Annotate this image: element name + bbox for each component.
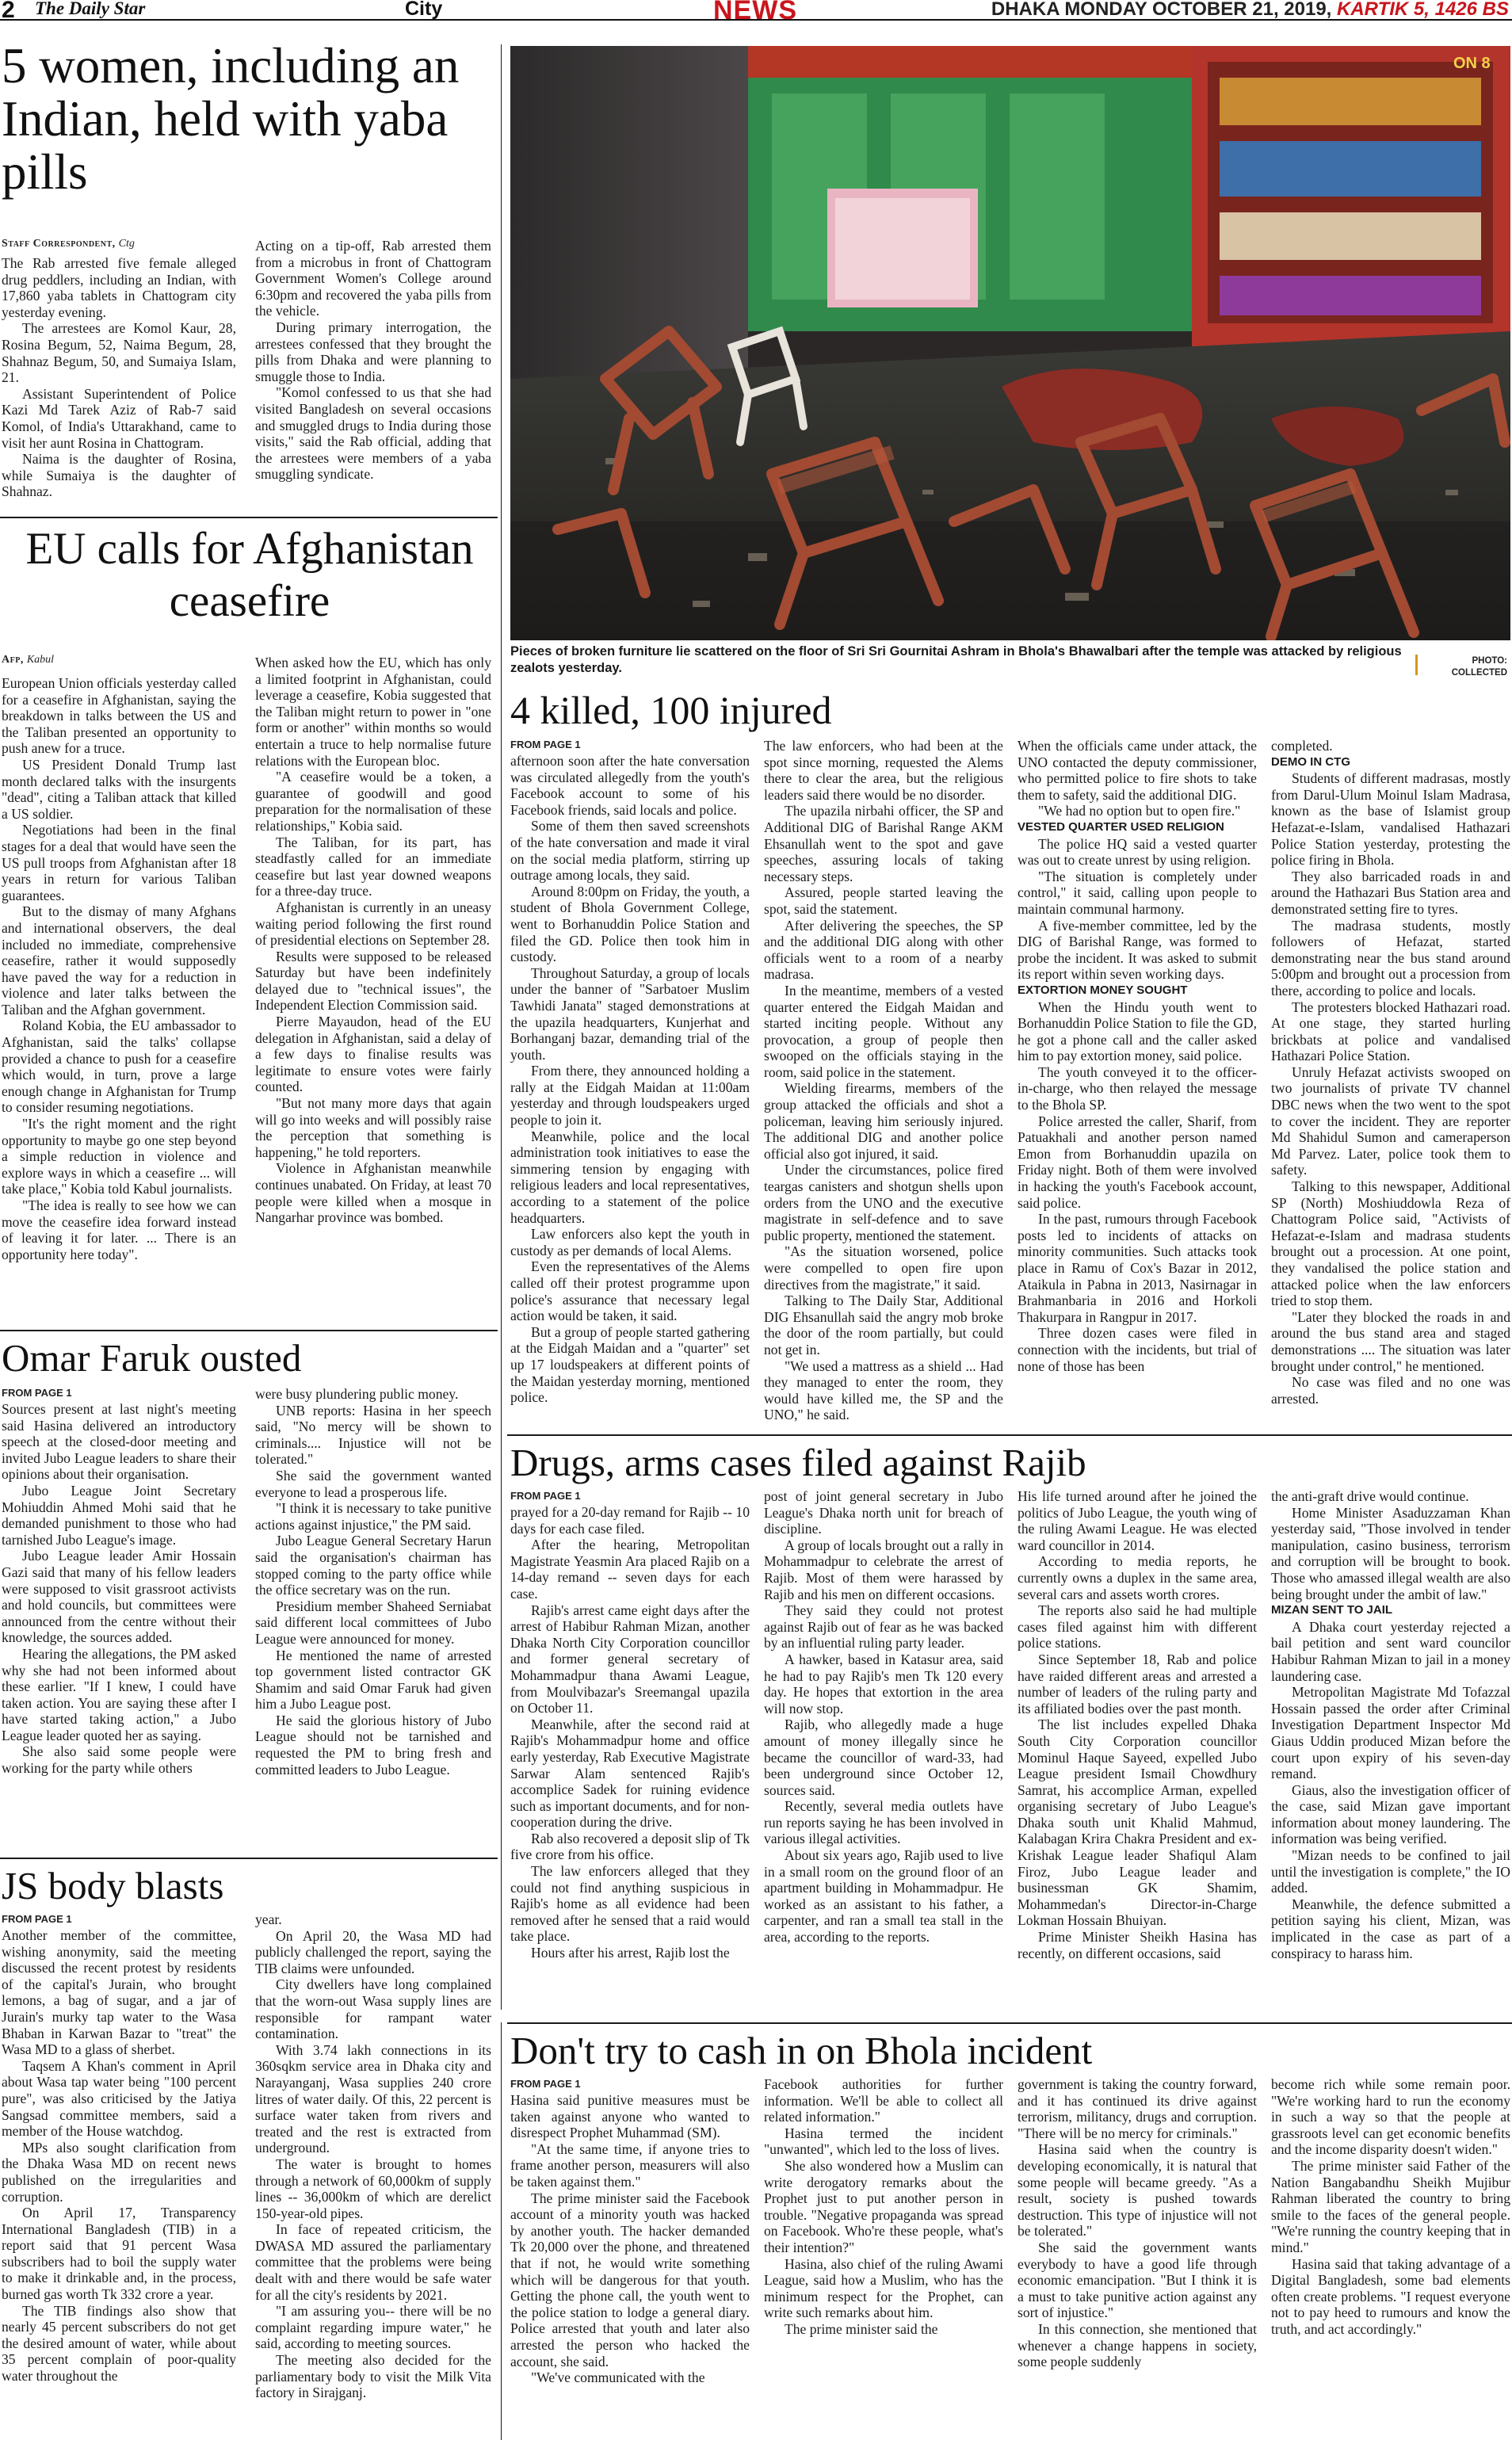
paragraph: The meeting also decided for the parliamentary body to visit the Milk Vita factory in Sirajganj. — [255, 2352, 491, 2401]
byline-yaba: Staff Correspondent, Ctg — [2, 238, 135, 250]
paragraph: prayed for a 20-day remand for Rajib -- 10 days for each case filed. — [510, 1504, 750, 1537]
paragraph: Jubo League Joint Secretary Mohiuddin Ahmed Mohi said that he demanded punishment to those who had tarnished Jubo League's image. — [2, 1482, 236, 1548]
paragraph: The upazila nirbahi officer, the SP and Additional DIG of Barishal Range AKM Ehsanullah went to the spot and gave speeches, assuring locals of taking necessary steps. — [764, 803, 1003, 884]
paragraph: "We've communicated with the — [531, 2369, 705, 2386]
column-rule — [501, 44, 502, 2010]
paragraph: Hasina said punitive measures must be taken against anyone who wanted to disrespect Prophet Muhammad (SM). — [510, 2092, 750, 2141]
column-yaba-2 — [255, 238, 491, 514]
paragraph: On April 17, Transparency International Bangladesh (TIB) in a report said that 91 percent Wasa subscribers had to boil the supply water to make it drinkable and, in the process, burned gas worth Tk 332 crore a year. — [2, 2205, 236, 2303]
paragraph: US President Donald Trump last month declared talks with the insurgents "dead", citing a Taliban attack that killed a US soldier. — [2, 756, 236, 822]
paragraph: His life turned around after he joined the politics of Jubo League, the youth wing of the ruling Awami League. He was elected ward councillor in 2014. — [1018, 1488, 1257, 1553]
paragraph: A hawker, based in Katasur area, said he had to pay Rajib's men Tk 120 every day. He hopes that extortion in the area will now stop. — [764, 1651, 1003, 1716]
column-cash-1 — [510, 2092, 750, 2439]
column-bhola-1 — [510, 753, 750, 1428]
paragraph: He mentioned the name of arrested top government listed contractor GK Shamim and said Omar Faruk had given him a Jubo League post. — [255, 1647, 491, 1713]
headline-omar-faruk: Omar Faruk ousted — [2, 1336, 302, 1380]
paragraph: Pierre Mayaudon, head of the EU delegation in Afghanistan, said a delay of a few days to finalise results was legitimate to ensure votes were fairly counted. — [255, 1014, 491, 1095]
column-omar-1 — [2, 1401, 236, 1853]
paragraph: No case was filed and no one was arrested. — [1271, 1374, 1510, 1407]
paragraph: Throughout Saturday, a group of locals under the banner of "Sarbatoer Muslim Tawhidi Janata" staged demonstrations at the upazila headquarters, Kunjerhat and Borhanganj bazar, demanding trial of the youth. — [510, 964, 750, 1063]
paragraph: In this connection, she mentioned that whenever a change happens in society, some people suddenly — [1018, 2320, 1257, 2370]
credit-accent — [1415, 655, 1418, 675]
column-cash-2 — [764, 2076, 1003, 2439]
paragraph: In the meantime, members of a vested quarter entered the Eidgah Maidan and started inciting people. Without any provocation, a group of people then swooped on the officials staying in the room, said police in the statement. — [764, 982, 1003, 1080]
column-cash-3 — [1018, 2076, 1257, 2439]
paragraph: She also wondered how a Muslim can write derogatory remarks about the Prophet just to put another person in trouble. "Negative propaganda was spread on Facebook. Who're these people, what's their intention?" — [764, 2157, 1003, 2255]
paragraph: Assistant Superintendent of Police Kazi Md Tarek Aziz of Rab-7 said Komol, of India's Uttarakhand, came to visit her aunt Rosina in Chattogram. — [2, 385, 236, 451]
column-rajib-4 — [1271, 1488, 1510, 2018]
paragraph: During primary interrogation, the arrestees confessed that they brought the pills from Dhaka and were planning to smuggle those to India. — [255, 319, 491, 384]
paragraph: "A ceasefire would be a token, a guarantee of goodwill and good preparation for the normalisation of these relationships," Kobia said. — [255, 769, 491, 834]
from-page-label: FROM PAGE 1 — [510, 739, 581, 750]
paragraph: The arrestees are Komol Kaur, 28, Rosina Begum, 52, Naima Begum, 28, Shahnaz Begum, 50, and Sumaiya Islam, 21. — [2, 320, 236, 386]
paragraph: "I think it is necessary to take punitive actions against injustice," the PM said. — [255, 1500, 491, 1533]
paragraph: Talking to The Daily Star, Additional DIG Ehsanullah said the angry mob broke the door of the room partially, but could not get in. — [764, 1293, 1003, 1357]
paragraph: Unruly Hefazat activists swooped on two journalists of private TV channel DBC news when the two went to the spot to cover the incident. They are reporter Md Shahidul Sumon and cameraperson Md Parvez. Later, police took them to safety. — [1271, 1063, 1510, 1178]
paragraph: MPs also sought clarification from the Dhaka Wasa MD on recent news published on the irregularities and corruption. — [2, 2139, 236, 2205]
paragraph: "But not many more days that again will go into weeks and will possibly raise the perception that something is happening," he told reporters. — [255, 1095, 491, 1160]
headline-js-body: JS body blasts — [2, 1864, 224, 1907]
paragraph: On April 20, the Wasa MD had publicly challenged the report, saying the TIB claims were unfounded. — [255, 1927, 491, 1976]
paragraph: She said the government wants everybody to have a good life through economic emancipation. "But I think it is a must to take punitive action against any sort of injustice." — [1018, 2239, 1257, 2321]
column-omar-2 — [255, 1386, 491, 1853]
paragraph: completed. — [1271, 738, 1333, 754]
paragraph: After the hearing, Metropolitan Magistrate Yeasmin Ara placed Rajib on a 14-day remand -- seven days for each case. — [510, 1537, 750, 1602]
divider — [0, 1330, 498, 1331]
paragraph: Home Minister Asaduzzaman Khan yesterday said, "Those involved in tender manipulation, casino business, terrorism and corruption will be brought to book. Those who amassed illegal wealth are also being brought under the ambit of law." — [1271, 1504, 1510, 1602]
column-bhola-3 — [1018, 738, 1257, 1428]
paragraph: government is taking the country forward, and it has continued its drive against terrorism, militancy, drugs and corruption. "There will be no mercy for criminals." — [1018, 2076, 1257, 2141]
paragraph: the anti-graft drive would continue. — [1271, 1488, 1469, 1504]
headline-bhola-killed: 4 killed, 100 injured — [510, 688, 832, 732]
headline-bhola-cash-in: Don't try to cash in on Bhola incident — [510, 2029, 1093, 2072]
from-page-label: FROM PAGE 1 — [510, 2078, 581, 2090]
paragraph: Taqsem A Khan's comment in April about Wasa tap water being "100 percent pure", was also criticised by the Jatiya Sangsad committee members, said a member of the House watchdog. — [2, 2057, 236, 2140]
photo-credit: PHOTO: COLLECTED — [1451, 656, 1507, 678]
column-yaba-1 — [2, 255, 236, 514]
paragraph: The TIB findings also show that nearly 45 percent subscribers do not get the desired amount of water, while about 35 percent complain of poor-quality water throughout the — [2, 2302, 236, 2385]
paragraph: From there, they announced holding a rally at the Eidgah Maidan at 11:00am yesterday and through loudspeakers urged people to join it. — [510, 1063, 750, 1128]
paragraph: The list includes expelled Dhaka South City Corporation councillor Mominul Haque Sayeed, expelled Jubo League president Ismail Chowdhury Samrat, his accomplice Arman, expelled organising secretary of Jubo League's Dhaka south unit Khalid Mahmud, Kalabagan Krira Chakra President and ex-Krishak League leader Shafiqul Alam Firoz, Jubo League leader and businessman GK Shamim, Mohammedan's Director-in-Charge Lokman Hossain Bhuiyan. — [1018, 1716, 1257, 1929]
subhead: DEMO IN CTG — [1271, 754, 1350, 769]
paragraph: Since September 18, Rab and police have raided different areas and arrested a number of leaders of the ruling party and its affiliated bodies over the past month. — [1018, 1651, 1257, 1716]
paragraph: A group of locals brought out a rally in Mohammadpur to celebrate the arrest of Rajib. Most of them were harassed by Rajib and his men on different occasions. — [764, 1537, 1003, 1602]
paragraph: With 3.74 lakh connections in its 360sqkm service area in Dhaka city and Narayanganj, Wasa supplies 240 crore litres of water daily. Of this, 22 percent is surface water taken from rivers and treated and the rest is extracted from underground. — [255, 2041, 491, 2156]
paragraph: According to media reports, he currently owns a duplex in the same area, several cars and assets worth crores. — [1018, 1553, 1257, 1602]
paragraph: Around 8:00pm on Friday, the youth, a student of Bhola Government College, went to Borhanuddin Police Station and filed the GD. Police then took him in custody. — [510, 883, 750, 965]
paragraph: Another member of the committee, wishing anonymity, said the meeting discussed the recent protest by residents of the capital's Jurain, who brought lemons, a bag of sugar, and a jar of Jurain's murky tap water to the Wasa Bhaban in Karwan Bazar to "treat" the Wasa MD to a glass of sherbet. — [2, 1927, 236, 2058]
paragraph: Acting on a tip-off, Rab arrested them from a microbus in front of Chattogram Government Women's College around 6:30pm and recovered the yaba pills from the vehicle. — [255, 238, 491, 319]
paragraph: "Mizan needs to be confined to jail until the investigation is complete," the IO added. — [1271, 1847, 1510, 1896]
column-bhola-2 — [764, 738, 1003, 1428]
headline-yaba: 5 women, including an Indian, held with yaba pills — [2, 38, 460, 200]
paragraph: were busy plundering public money. — [255, 1386, 459, 1402]
paragraph: "Komol confessed to us that she had visited Bangladesh on several occasions and smuggled drugs to India during those visits," said the Rab official, adding that the arrestees were members of a yaba smuggling syndicate. — [255, 384, 491, 483]
paragraph: Hearing the allegations, the PM asked why she had not been informed about these earlier. "If I knew, I could have taken action. You are saying these after I have started taking action," a Jubo League leader quoted her as saying. — [2, 1645, 236, 1743]
paragraph: Hasina termed the incident "unwanted", which led to the loss of lives. — [764, 2125, 1003, 2158]
paragraph: Law enforcers also kept the youth in custody as per demands of local Alems. — [510, 1226, 750, 1258]
paragraph: Facebook authorities for further information. We'll be able to collect all related information." — [764, 2076, 1003, 2125]
paragraph: Under the circumstances, police fired teargas canisters and shotgun shells upon orders from the UNO and the executive magistrate in self-defence and to save public property, mentioned the statement. — [764, 1162, 1003, 1243]
divider — [507, 1434, 1512, 1436]
paragraph: When asked how the EU, which has only a limited footprint in Afghanistan, could leverage a ceasefire, Kobia suggested that the Taliban might return to power in "one form or another" within months so would entertain a truce to help normalise future relations with the European bloc. — [255, 655, 491, 769]
paragraph: UNB reports: Hasina in her speech said, "No mercy will be shown to criminals.... Injustice will not be tolerated." — [255, 1402, 491, 1468]
paragraph: Meanwhile, the defence submitted a petition saying his client, Mizan, was implicated in the case as part of a conspiracy to harass him. — [1271, 1896, 1510, 1961]
column-rule — [501, 2022, 502, 2440]
column-bhola-4 — [1271, 738, 1510, 1428]
paragraph: They also barricaded roads in and around the Hathazari Bus Station area and demonstrated setting fire to tyres. — [1271, 868, 1510, 917]
paragraph: Police arrested the caller, Sharif, from Patuakhali and another person named Emon from Borhanuddin upazila on Friday night. Both of them were involved in hacking the youth's Facebook account, said police. — [1018, 1113, 1257, 1211]
paragraph: "As the situation worsened, police were compelled to open fire upon directives from the magistrate," it said. — [764, 1243, 1003, 1293]
paragraph: Hours after his arrest, Rajib lost the — [531, 1945, 730, 1961]
paragraph: "The situation is completely under control," it said, calling upon people to maintain communal harmony. — [1018, 868, 1257, 917]
divider — [0, 517, 498, 518]
paragraph: "It's the right moment and the right opportunity to maybe go one step beyond a simple reduction in violence and explore ways in which a ceasefire ... will take place," Kobia told Kabul journalists. — [2, 1116, 236, 1197]
paragraph: Some of them then saved screenshots of the hate conversation and made it viral on the social media platform, stirring up outrage among locals, they said. — [510, 818, 750, 884]
column-cash-4 — [1271, 2076, 1510, 2439]
paragraph: Wielding firearms, members of the group attacked the officials and shot a policeman, leaving him seriously injured. The additional DIG and another police official also got injured, it said. — [764, 1080, 1003, 1162]
paragraph: The madrasa students, mostly followers of Hefazat, started demonstrating near the bus stand around 5:00pm and brought out a procession from there, according to police and locals. — [1271, 917, 1510, 999]
paragraph: Meanwhile, police and the local administration took initiatives to ease the simmering tension by engaging with religious leaders and local representatives, according to a statement of the police headquarters. — [510, 1128, 750, 1226]
paragraph: City dwellers have long complained that the worn-out Wasa supply lines are responsible for rampant water contamination. — [255, 1976, 491, 2042]
news-label: NEWS — [713, 0, 797, 25]
paragraph: The youth conveyed it to the officer-in-charge, who then relayed the message to the Bhola SP. — [1018, 1063, 1257, 1113]
paragraph: Jubo League leader Amir Hossain Gazi said that many of his fellow leaders were supposed to visit grassroot activists and hold councils, but committees were announced from the centre without their knowledge, the sources added. — [2, 1548, 236, 1646]
divider — [507, 2022, 1512, 2024]
paragraph: When the Hindu youth went to Borhanuddin Police Station to file the GD, he got a phone call and the caller asked him to pay extortion money, said police. — [1018, 999, 1257, 1064]
divider — [0, 1858, 498, 1859]
paragraph: "At the same time, if anyone tries to frame another person, measurers will also be taken against them." — [510, 2140, 750, 2190]
paragraph: Hasina, also chief of the ruling Awami League, said how a Muslim, who has the minimum respect for the Prophet, can write such remarks about him. — [764, 2255, 1003, 2321]
paragraph: The water is brought to homes through a network of 60,000km of supply lines -- 36,000km of which are derelict 150-year-old pipes. — [255, 2156, 491, 2221]
paragraph: Hasina said when the country is developing economically, it is natural that some people will became greedy. "As a result, society is pushed towards destruction. This type of injustice will not be tolerated." — [1018, 2141, 1257, 2240]
ashram-photo-illustration — [510, 46, 1510, 640]
paragraph: Results were supposed to be released Saturday but have been indefinitely delayed due to "technical issues", the Independent Election Commission said. — [255, 948, 491, 1014]
paragraph: The protesters blocked Hathazari road. At one stage, they started hurling brickbats at police and vandalised Hathazari Police Station. — [1271, 999, 1510, 1064]
paragraph: Meanwhile, after the second raid at Rajib's Mohammadpur home and office early yesterday, Rab Executive Magistrate Sarwar Alam sentenced Rajib's accomplice Sadek for ruining evidence such as important documents, and for non-cooperation during the drive. — [510, 1716, 750, 1831]
column-rajib-3 — [1018, 1488, 1257, 2018]
subhead: MIZAN SENT TO JAIL — [1271, 1603, 1393, 1617]
paragraph: "I am assuring you-- there will be no complaint regarding impure water," he said, according to meeting sources. — [255, 2303, 491, 2352]
paragraph: Presidium member Shaheed Serniabat said different local committees of Jubo League were announced for money. — [255, 1598, 491, 1647]
byline-eu: Afp, Kabul — [2, 654, 55, 666]
paragraph: Talking to this newspaper, Additional SP (North) Moshiuddowla Reza of Chattogram Police said, "Activists of Hefazat-e-Islam and madrasa students brought out a procession. At one point, they vandalised the police station and attacked police when the law enforcers tried to stop them. — [1271, 1178, 1510, 1309]
paragraph: The prime minister said the — [785, 2320, 938, 2337]
photo-caption: Pieces of broken furniture lie scattered on the floor of Sri Sri Gournitai Ashram in Bhola's Bhawalbari after the temple was attacked by religious zealots yesterday. — [510, 644, 1402, 675]
subhead: EXTORTION MONEY SOUGHT — [1018, 983, 1188, 997]
paragraph: About six years ago, Rajib used to live in a small room on the ground floor of an apartment building in Mohammadpur. He worked as an assistant to his father, a carpenter, and ran a small tea stall in the area, according to the reports. — [764, 1847, 1003, 1946]
column-eu-2 — [255, 655, 491, 1325]
paragraph: become rich while some remain poor. "We're working hard to run the economy in such a way so that the people at grassroots level can get economic benefits and the income disparity doesn't widen." — [1271, 2076, 1510, 2158]
from-page-label: FROM PAGE 1 — [2, 1913, 72, 1925]
subhead: VESTED QUARTER USED RELIGION — [1018, 819, 1224, 834]
column-js-2 — [255, 1911, 491, 2439]
column-eu-1 — [2, 675, 236, 1325]
paragraph: The law enforcers, who had been at the spot since morning, requested the Alems there to clear the area, but the religious leaders said there would be no disorder. — [764, 738, 1003, 803]
paragraph: But to the dismay of many Afghans and international observers, the deal included no immediate, comprehensive ceasefire, rather it would supposedly have paved the way for a reduction in violence and later talks between the Taliban and the Afghan government. — [2, 903, 236, 1018]
paragraph: A Dhaka court yesterday rejected a bail petition and sent ward councilor Habibur Rahman Mizan to jail in a money laundering case. — [1271, 1618, 1510, 1684]
dateline: DHAKA MONDAY OCTOBER 21, 2019, KARTIK 5, 1426 BS — [991, 0, 1509, 20]
page-header-bar — [0, 0, 1512, 25]
paragraph: They said they could not protest against Rajib out of fear as he was backed by an influential ruling party leader. — [764, 1602, 1003, 1651]
paragraph: Rajib, who allegedly made a huge amount of money illegally since he became the councillor of ward-33, had been underground since October 12, sources said. — [764, 1716, 1003, 1798]
section-label: City — [405, 0, 443, 20]
paragraph: Hasina said that taking advantage of a Digital Bangladesh, some bad elements often create problems. "I request everyone not to pay heed to rumours and know the truth, and act accordingly." — [1271, 2255, 1510, 2337]
paragraph: The prime minister said the Facebook account of a minority youth was hacked by another youth. The hacker demanded Tk 20,000 over the phone, and threatened that if not, he would write something which will be dangerous for that youth. Getting the phone call, the youth went to the police station to lodge a general diary. Police arrested that youth and later also arrested the person who hacked the account, she said. — [510, 2190, 750, 2369]
paragraph: The reports also said he had multiple cases filed against him with different police stations. — [1018, 1602, 1257, 1651]
paragraph: Naima is the daughter of Rosina, while Sumaiya is the daughter of Shahnaz. — [2, 451, 236, 500]
paragraph: Three dozen cases were filed in connection with the incidents, but trial of none of those has been — [1018, 1325, 1257, 1374]
paragraph: afternoon soon after the hate conversation was circulated allegedly from the youth's Facebook account to some of his Facebook friends, said locals and police. — [510, 753, 750, 818]
paragraph: year. — [255, 1911, 282, 1927]
column-js-1 — [2, 1927, 236, 2439]
paragraph: Prime Minister Sheikh Hasina has recently, on different occasions, said — [1018, 1929, 1257, 1961]
paragraph: When the officials came under attack, the UNO contacted the deputy commissioner, who permitted police to fire shots to take them to safety, said the additional DIG. — [1018, 738, 1257, 803]
news-photo-broken-furniture — [510, 46, 1510, 640]
paragraph: In face of repeated criticism, the DWASA MD assured the parliamentary committee that the problems were being dealt with and there would be safe water for all the city's residents by 2021. — [255, 2221, 491, 2303]
paragraph: The law enforcers alleged that they could not find anything suspicious in Rajib's home as all evidence had been removed after he sensed that a raid would take place. — [510, 1863, 750, 1945]
paragraph: European Union officials yesterday called for a ceasefire in Afghanistan, saying the breakdown in talks between the US and the Taliban presented an opportunity to push anew for a truce. — [2, 675, 236, 757]
paragraph: Sources present at last night's meeting said Hasina delivered an introductory speech at the closed-door meeting and invited Jubo League leaders to share their opinions about their organisation. — [2, 1401, 236, 1483]
paragraph: "We had no option but to open fire." — [1038, 803, 1241, 819]
paragraph: The prime minister said Father of the Nation Bangabandhu Sheikh Mujibur Rahman liberated the country to bring smile to the faces of the general people. "We're running the country keeping that in mind." — [1271, 2157, 1510, 2255]
paragraph: Roland Kobia, the EU ambassador to Afghanistan, said the talks' collapse provided a chance to push for a ceasefire which would, in turn, prove a large enough change in Afghanistan for Trump to consider resuming negotiations. — [2, 1018, 236, 1116]
paragraph: The Rab arrested five female alleged drug peddlers, including an Indian, with 17,860 yaba tablets in Chattogram city yesterday evening. — [2, 255, 236, 320]
paragraph: Rajib's arrest came eight days after the arrest of Habibur Rahman Mizan, another Dhaka North City Corporation councillor and former general secretary of Mohammadpur thana Awami League, from Moulvibazar's Sreemangal upazila on October 11. — [510, 1602, 750, 1716]
headline-rajib: Drugs, arms cases filed against Rajib — [510, 1441, 1086, 1484]
paragraph: He said the glorious history of Jubo League should not be tarnished and requested the PM to bring fresh and committed leaders to Jubo League. — [255, 1712, 491, 1777]
wall-sign-text: ON 8 — [1453, 55, 1491, 72]
paragraph: Giaus, also the investigation officer of the case, said Mizan gave important information about money laundering. The information was being verified. — [1271, 1781, 1510, 1847]
paragraph: After delivering the speeches, the SP and the additional DIG along with other officials went to a room of a nearby madrasa. — [764, 917, 1003, 983]
paragraph: Assured, people started leaving the spot, said the statement. — [764, 884, 1003, 917]
paragraph: She said the government wanted everyone to lead a prosperous life. — [255, 1467, 491, 1500]
paragraph: Recently, several media outlets have run reports saying he has been involved in various illegal activities. — [764, 1798, 1003, 1847]
paragraph: Even the representatives of the Alems called off their protest programme upon police's assurance that necessary legal action would be taken, it said. — [510, 1258, 750, 1324]
from-page-label: FROM PAGE 1 — [510, 1490, 581, 1502]
paragraph: The police HQ said a vested quarter was out to create unrest by using religion. — [1018, 835, 1257, 869]
paragraph: "The idea is really to see how we can move the ceasefire idea forward instead of leaving it for later. ... There is an opportunity here today". — [2, 1197, 236, 1262]
page-number: 2 — [2, 0, 15, 23]
paragraph: "We used a mattress as a shield ... Had they managed to enter the room, they would have killed me, the SP and the UNO," he said. — [764, 1357, 1003, 1423]
paragraph: But a group of people started gathering at the Eidgah Maidan and a "quarter" set up 17 loudspeakers at different points of the Maidan yesterday morning, mentioned police. — [510, 1323, 750, 1406]
paragraph: Negotiations had been in the final stages for a deal that would have seen the US pull troops from Afghanistan after 18 years in return for various Taliban guarantees. — [2, 822, 236, 903]
paragraph: Metropolitan Magistrate Md Tofazzal Hossain passed the order after Criminal Investigation Department Inspector Md Giaus Uddin produced Mizan before the court upon expiry of his seven-day remand. — [1271, 1684, 1510, 1782]
column-rajib-1 — [510, 1504, 750, 2018]
column-rajib-2 — [764, 1488, 1003, 2018]
masthead-logo: The Daily Star — [35, 0, 146, 18]
paragraph: In the past, rumours through Facebook posts led to incidents of attacks on minority communities. Such attacks took place in Ramu of Cox's Bazar in 2012, Ataikula in Pabna in 2013, Nasirnagar in Brahmanbaria in 2016 and Horkoli Thakurpara in Rangpur in 2017. — [1018, 1211, 1257, 1325]
paragraph: A five-member committee, led by the DIG of Barishal Range, was formed to probe the incident. It was asked to submit its report within seven working days. — [1018, 917, 1257, 983]
paragraph: The Taliban, for its part, has steadfastly called for an immediate ceasefire but last year downed weapons for a three-day truce. — [255, 834, 491, 899]
paragraph: "Later they blocked the roads in and around the bus stand area and staged demonstrations .... The situation was later brought under control," he mentioned. — [1271, 1308, 1510, 1374]
from-page-label: FROM PAGE 1 — [2, 1387, 72, 1399]
paragraph: Jubo League General Secretary Harun said the organisation's chairman has stopped coming to the party office while the office secretary was on the run. — [255, 1533, 491, 1598]
paragraph: Students of different madrasas, mostly from Darul-Ulum Moinul Islam Madrasa, known as the base of Islamist group Hefazat-e-Islam, vandalised Hathazari Police Station yesterday, protesting the police firing in Bhola. — [1271, 770, 1510, 869]
paragraph: She also said some people were working for the party while others — [2, 1743, 236, 1777]
paragraph: Rab also recovered a deposit slip of Tk five crore from his office. — [510, 1830, 750, 1863]
paragraph: Violence in Afghanistan meanwhile continues unabated. On Friday, at least 70 people were killed when a mosque in Nangarhar province was bombed. — [255, 1160, 491, 1226]
paragraph: Afghanistan is currently in an uneasy waiting period following the first round of presidential elections on September 28. — [255, 899, 491, 949]
headline-eu: EU calls for Afghanistan ceasefire — [25, 524, 474, 626]
paragraph: post of joint general secretary in Jubo League's Dhaka north unit for breach of discipline. — [764, 1488, 1003, 1537]
